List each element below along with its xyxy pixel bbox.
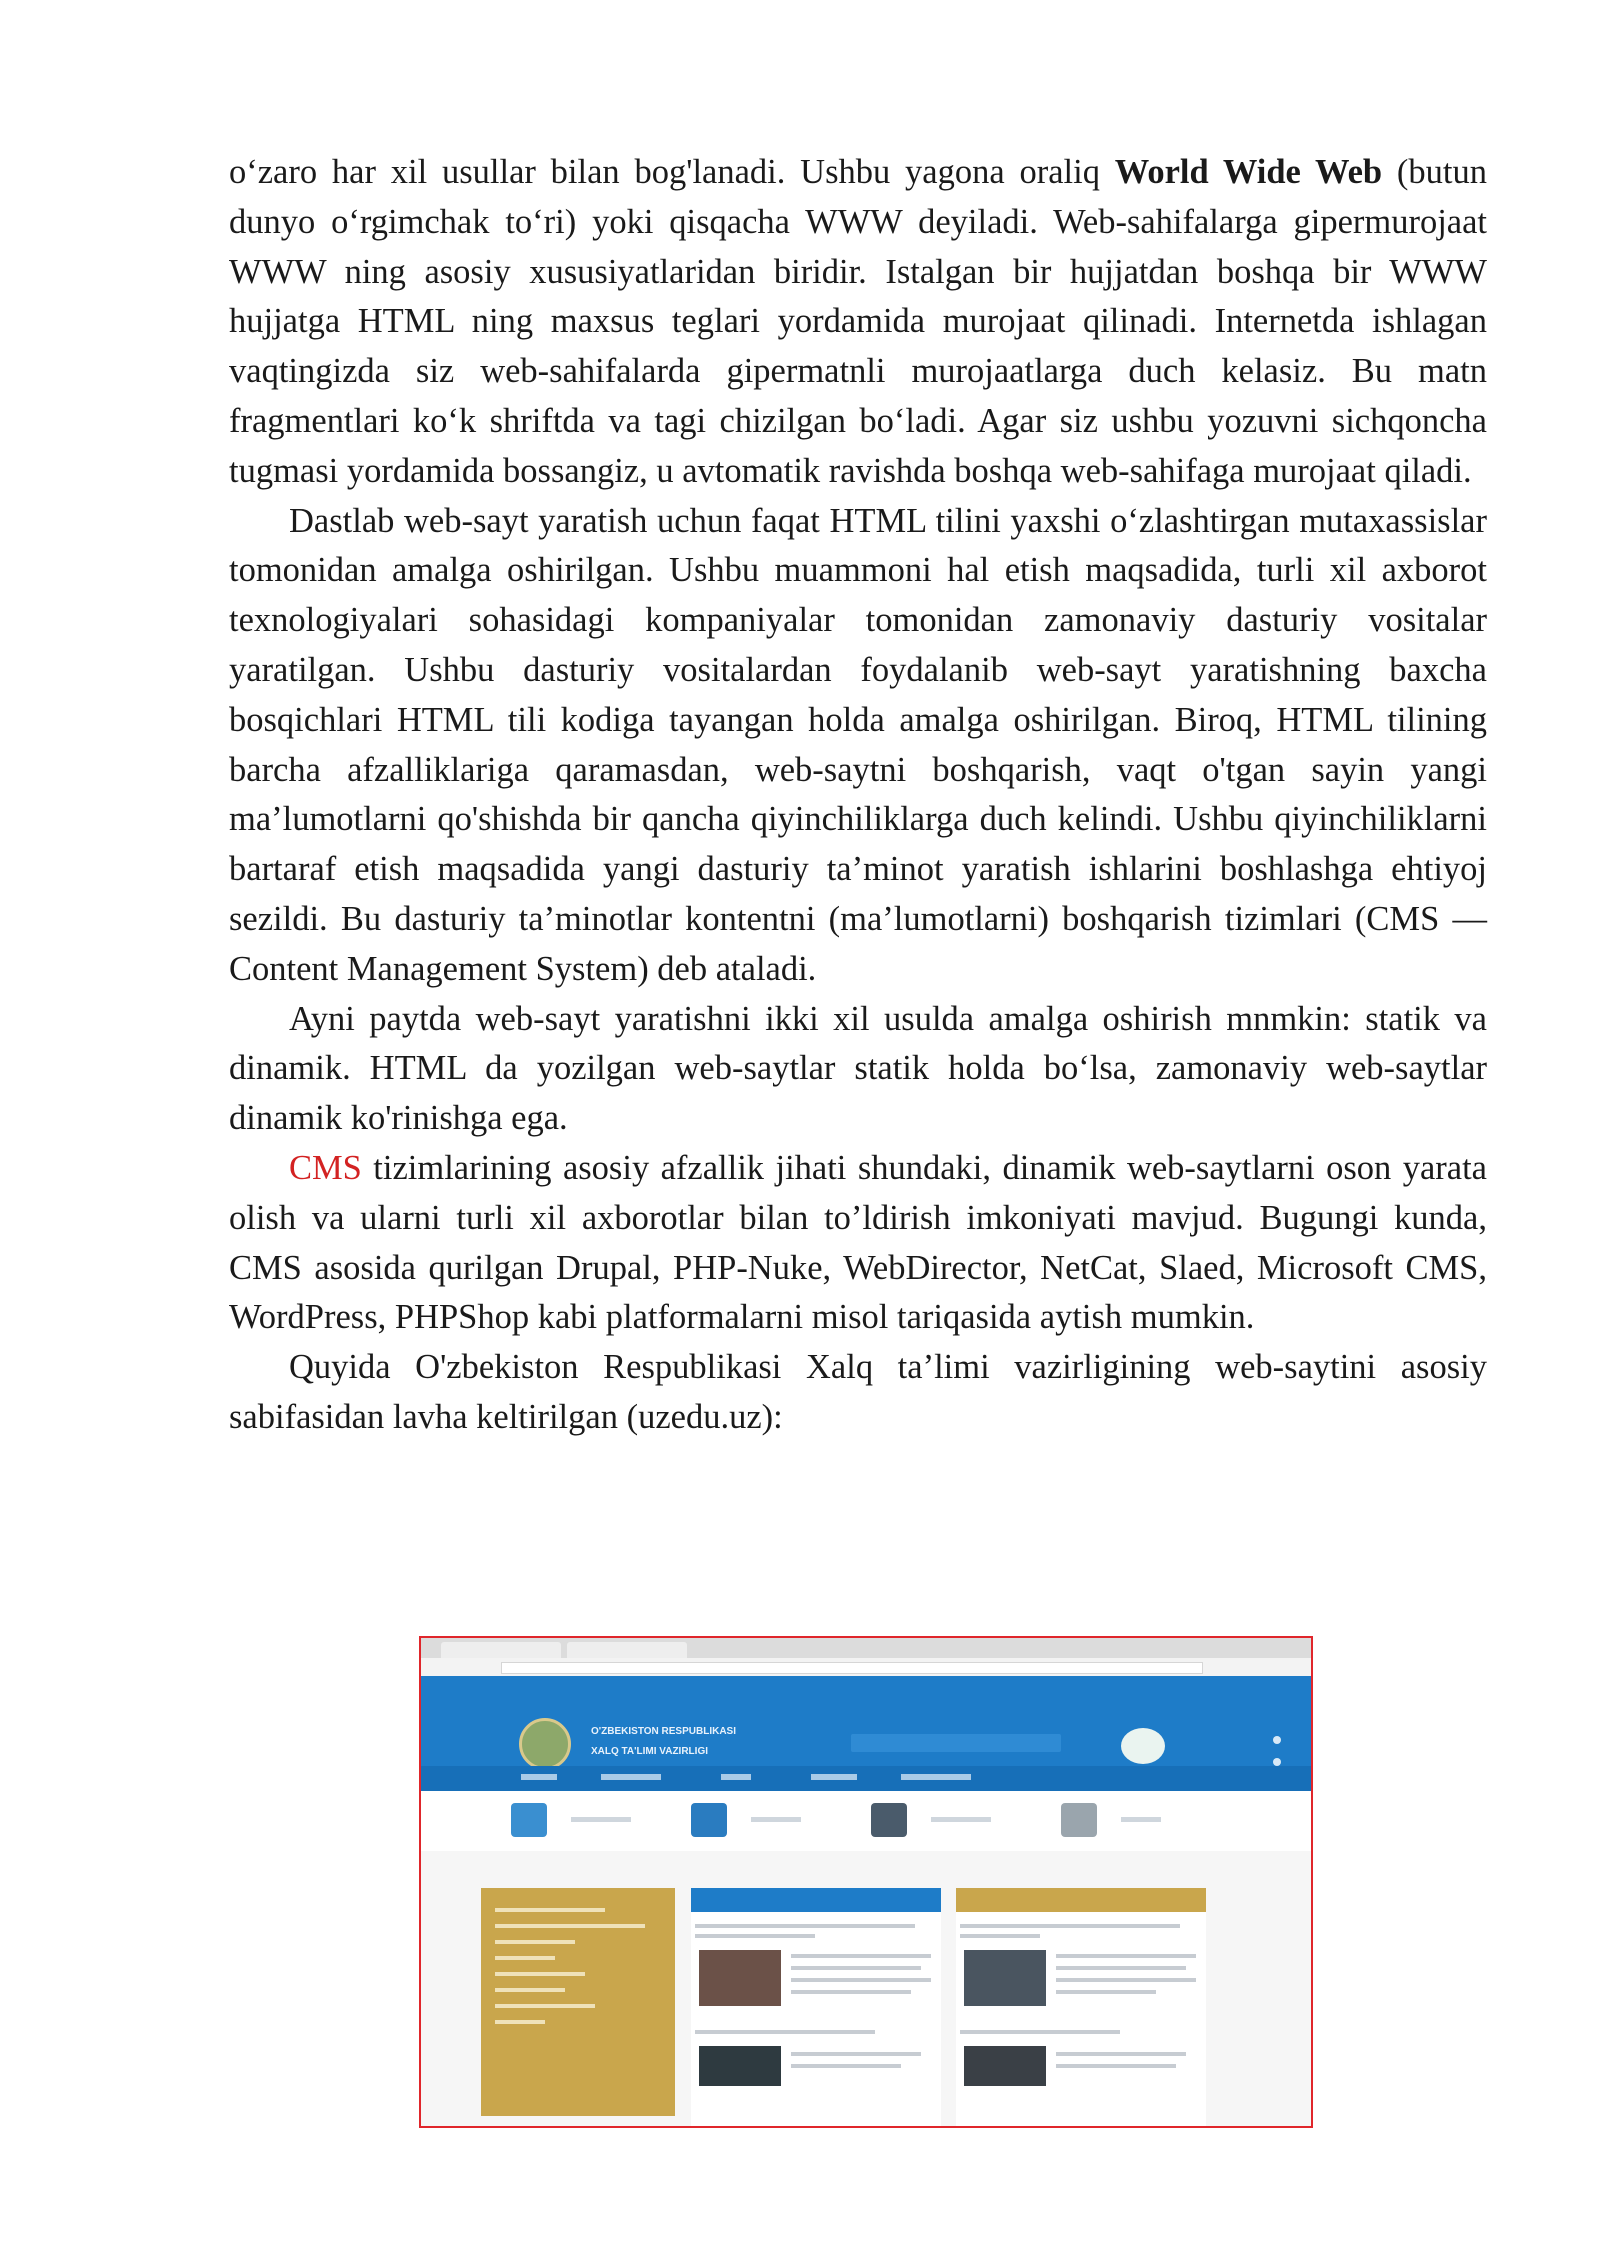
site-sidebar-menu [481, 1888, 675, 2116]
state-emblem-icon [519, 1718, 571, 1770]
document-body [229, 148, 1487, 1443]
browser-tab [567, 1642, 687, 1658]
announcements-column [956, 1888, 1206, 2128]
cms-highlight: CMS [289, 1148, 362, 1187]
browser-tab-strip [421, 1638, 1311, 1658]
brush-icon [511, 1803, 547, 1837]
ministry-logo-icon [1121, 1728, 1165, 1764]
website-screenshot-figure [419, 1636, 1313, 2128]
monitor-icon [871, 1803, 907, 1837]
www-term: World Wide Web [1114, 153, 1383, 191]
paragraph-1-text-c: (butun dunyo o‘rgimchak to‘ri) yoki qisqacha WWW deyiladi. Web-sahifalarga gipermurojaat WWW ning asosiy xususiyatlaridan biridir. Istalgan bir hujjatdan boshqa bir WWW hujjatga HTML ning maxsus teglari yordamida murojaat qilinadi. Internetda ishlagan vaqtingizda siz web-sahifalarda gipermatnli murojaatlarga duch kelasiz. Bu matn fragmentlari ko‘k shriftda va tagi chizilgan bo‘ladi. Agar siz ushbu yozuvni sichqoncha tugmasi yordamida bossangiz, u avtomatik ravishda boshqa web-sahifaga murojaat qiladi. [229, 153, 1488, 490]
paragraph-1-text-a: o‘zaro har xil usullar bilan bog'lanadi. Ushbu yagona oraliq [229, 153, 1115, 191]
site-title: O'ZBEKISTON RESPUBLIKASI XALQ TA'LIMI VAZIRLIGI [591, 1726, 736, 1757]
browser-address-bar [421, 1658, 1311, 1677]
site-nav-bar [421, 1766, 1311, 1791]
paragraph-1 [229, 148, 1487, 497]
site-quick-links [421, 1791, 1311, 1851]
paragraph-4-text: tizimlarining asosiy afzallik jihati shundaki, dinamik web-saytlarni oson yarata olish va ularni turli xil axborotlar bilan to’ldirish imkoniyati mavjud. Bugungi kunda, CMS asosida qurilgan Drupal, PHP-Nuke, WebDirector, NetCat, Slaed, Microsoft CMS, WordPress, PHPShop kabi platformalarni misol tariqasida aytish mumkin. [229, 1148, 1487, 1337]
news-photo [964, 2046, 1046, 2086]
news-photo [699, 1950, 781, 2006]
site-search-box [851, 1734, 1061, 1752]
windows-icon [691, 1803, 727, 1837]
news-photo [699, 2046, 781, 2086]
paragraph-4 [229, 1144, 1487, 1343]
browser-tab [441, 1642, 561, 1658]
news-column [691, 1888, 941, 2128]
paragraph-2: Dastlab web-sayt yaratish uchun faqat HTML tilini yaxshi o‘zlashtirgan mutaxassislar tomonidan amalga oshirilgan. Ushbu muammoni hal etish maqsadida, turli xil axborot texnologiyalari sohasidagi kompaniyalar tomonidan zamonaviy dasturiy vositalar yaratilgan. Ushbu dasturiy vositalardan foydalanib web-sayt yaratishning baxcha bosqichlari HTML tili kodiga tayangan holda amalga oshirilgan. Biroq, HTML tilining barcha afzalliklariga qaramasdan, web-saytni boshqarish, vaqt o'tgan sayin yangi ma’lumotlarni qo'shishda bir qancha qiyinchiliklarga duch kelindi. Ushbu qiyinchiliklarni bartaraf etish maqsadida yangi dasturiy ta’minot yaratish ishlarini boshlashga ehtiyoj sezildi. Bu dasturiy ta’minotlar kontentni (ma’lumotlarni) boshqarish tizimlari (CMS — Content Management System) deb ataladi. [229, 501, 1487, 988]
news-photo [964, 1950, 1046, 2006]
music-icon [1061, 1803, 1097, 1837]
paragraph-3: Ayni paytda web-sayt yaratishni ikki xil usulda amalga oshirish mnmkin: statik va dinamik. HTML da yozilgan web-saytlar statik holda bo‘lsa, zamonaviy web-saytlar dinamik ko'rinishga ega. [229, 999, 1487, 1138]
paragraph-5: Quyida O'zbekiston Respublikasi Xalq ta’limi vazirligining web-saytini asosiy sabifasidan lavha keltirilgan (uzedu.uz): [229, 1348, 1487, 1436]
